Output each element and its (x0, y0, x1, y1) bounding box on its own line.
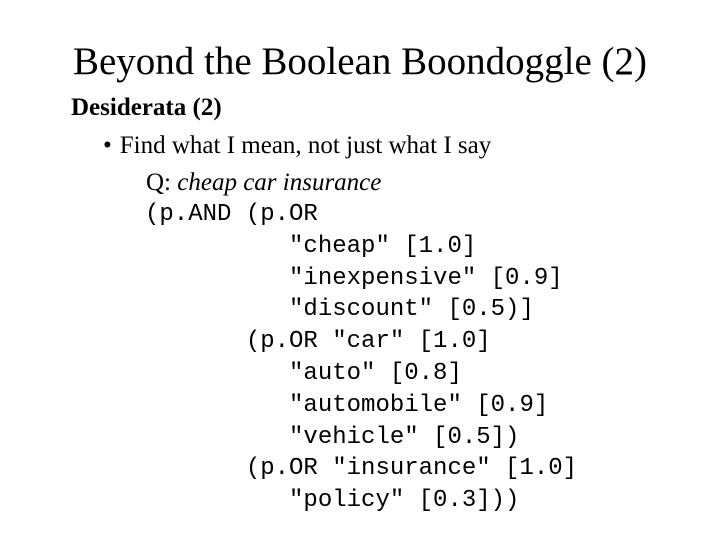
query-text: cheap car insurance (177, 169, 382, 196)
code-line: "auto" [0.8] (145, 359, 462, 387)
query-line (146, 167, 381, 199)
query-prefix: Q: (146, 169, 171, 196)
code-line: "discount" [0.5)] (145, 296, 534, 324)
slide-title: Beyond the Boolean Boondoggle (2) (72, 40, 648, 83)
code-line: "vehicle" [0.5]) (145, 423, 520, 451)
code-line: (p.OR "car" [1.0] (145, 328, 491, 356)
bullet-item (103, 130, 491, 162)
code-line: "automobile" [0.9] (145, 391, 549, 419)
code-line: "cheap" [1.0] (145, 232, 477, 260)
section-heading: Desiderata (2) (71, 94, 222, 121)
bullet-marker: • (103, 132, 112, 159)
code-line: (p.OR "insurance" [1.0] (145, 455, 578, 483)
bullet-text: Find what I mean, not just what I say (119, 132, 492, 159)
query-expression (145, 199, 577, 517)
code-line: "inexpensive" [0.9] (145, 264, 563, 292)
code-line: (p.AND (p.OR (145, 201, 318, 228)
code-line: "policy" [0.3])) (145, 487, 520, 515)
